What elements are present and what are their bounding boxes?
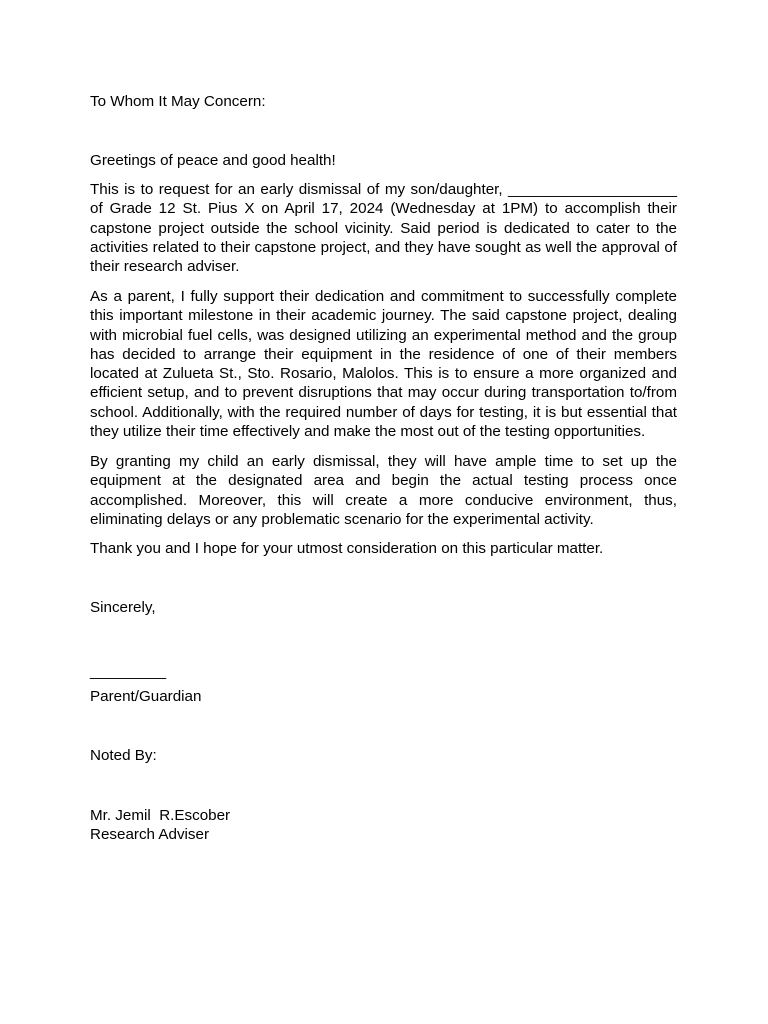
salutation: To Whom It May Concern: xyxy=(90,93,266,110)
greeting: Greetings of peace and good health! xyxy=(90,152,336,169)
closing: Sincerely, xyxy=(90,599,156,616)
signature-line: _________ xyxy=(90,663,167,680)
paragraph-request: This is to request for an early dismissal of my son/daughter, ____________________ of Grade 12 St. Pius X on April 17, 2024 (Wednesday at 1PM) to accomplish their capstone project outside the school vicinity. Said period is dedicated to cater to the activities related to their capstone project, and they have sought as well the approval of their research adviser. xyxy=(90,181,677,276)
paragraph-benefit: By granting my child an early dismissal, they will have ample time to set up the equipment at the designated area and begin the actual testing process once accomplished. Moreover, this will create a more conducive environment, thus, eliminating delays or any problematic scenario for the experimental activity. xyxy=(90,453,677,528)
adviser-name: Mr. Jemil R.Escober xyxy=(90,807,231,824)
paragraph-support: As a parent, I fully support their dedication and commitment to successfully complete this important milestone in their academic journey. The said capstone project, dealing with microbial fuel cells, was designed utilizing an experimental method and the group has decided to arrange their equipment in the residence of one of their members located at Zulueta St., Sto. Rosario, Malolos. This is to ensure a more organized and efficient setup, and to prevent disruptions that may occur during transportation to/from school. Additionally, with the required number of days for testing, it is but essential that they utilize their time effectively and make the most out of the testing opportunities. xyxy=(90,288,677,441)
paragraph-thanks: Thank you and I hope for your utmost consideration on this particular matter. xyxy=(90,540,604,557)
noted-by-label: Noted By: xyxy=(90,747,157,764)
adviser-title: Research Adviser xyxy=(90,826,210,843)
signer-role: Parent/Guardian xyxy=(90,688,202,705)
